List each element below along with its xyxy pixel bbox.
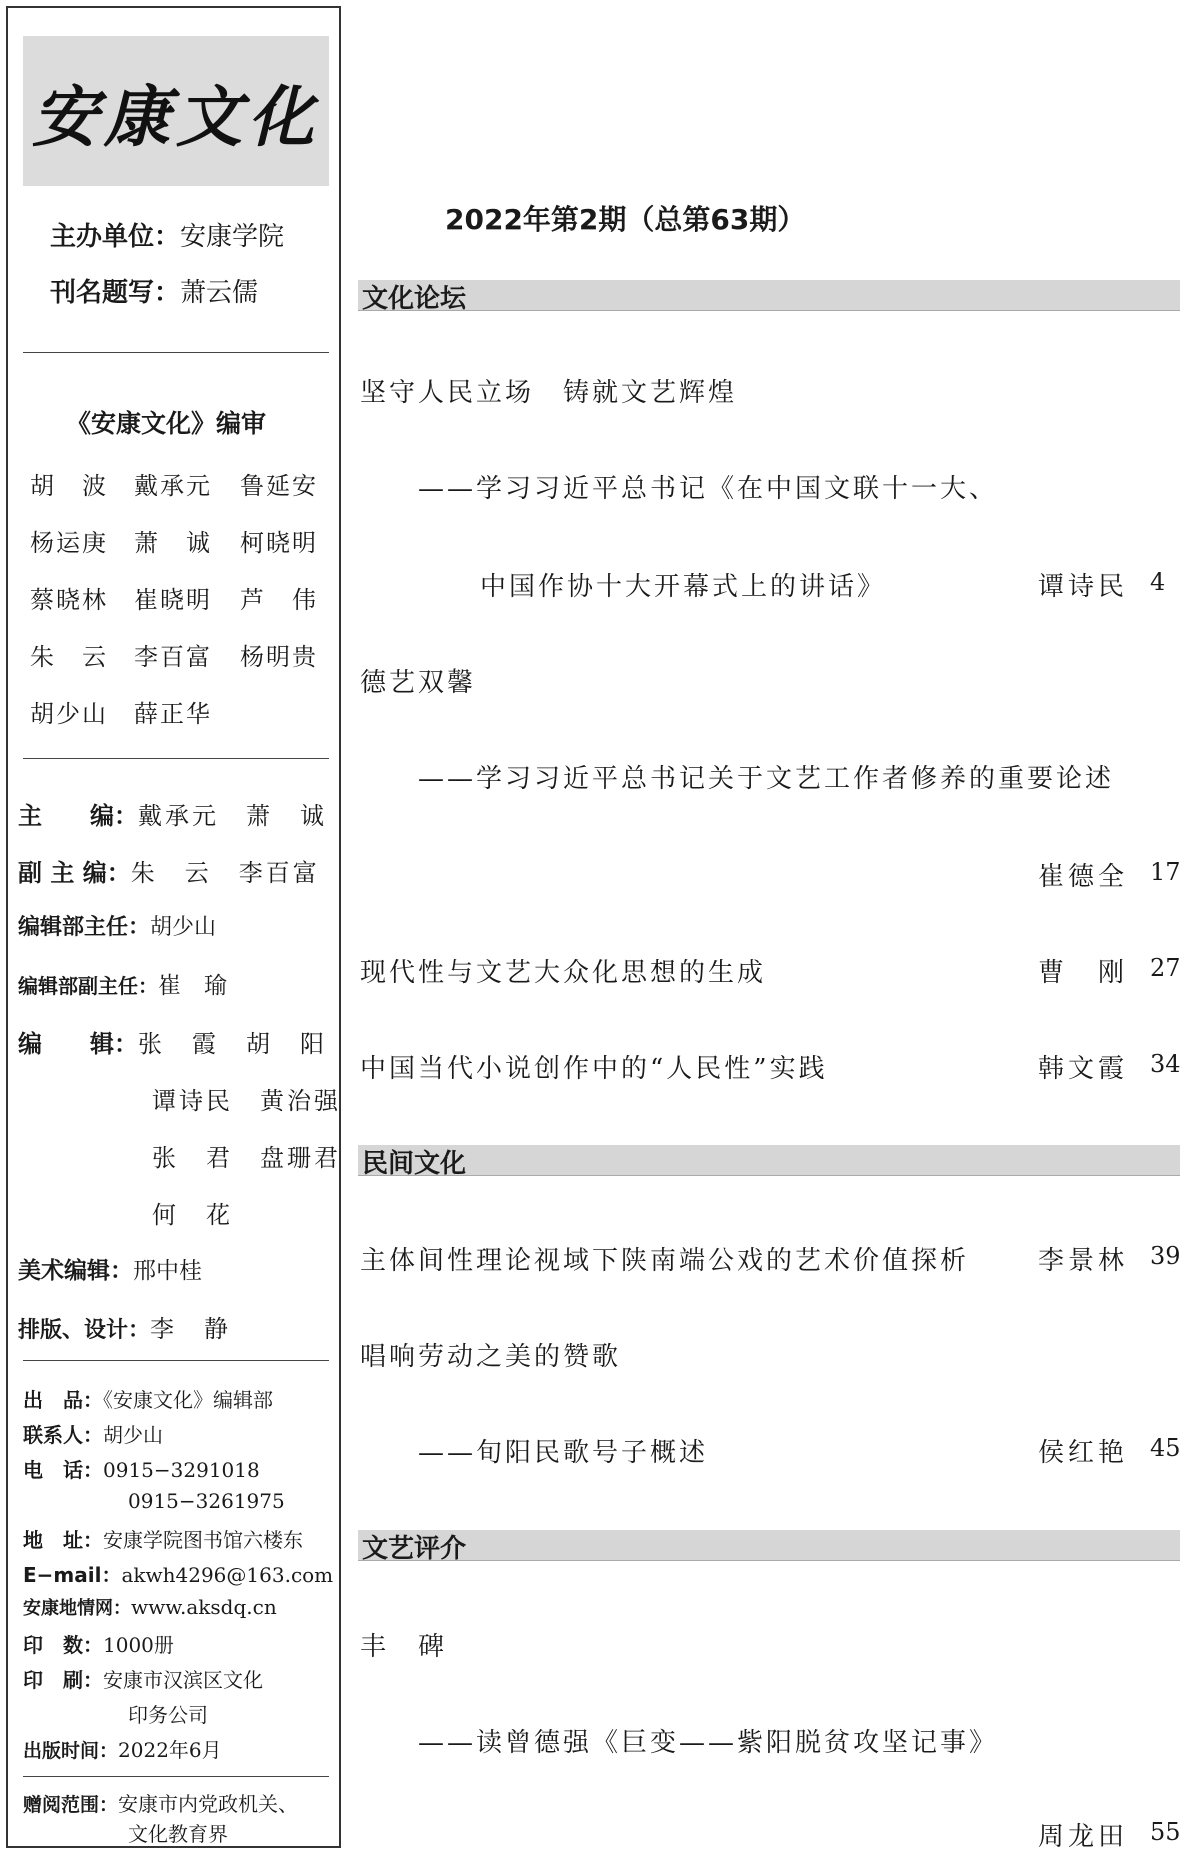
staff-value: 李 静: [150, 1315, 232, 1343]
article-title[interactable]: 唱响劳动之美的赞歌: [360, 1342, 622, 1372]
info-row: [23, 1454, 260, 1483]
board-member: 蔡晓林: [30, 586, 108, 614]
info-row: [23, 1384, 273, 1413]
staff-label: 美术编辑：: [18, 1258, 133, 1284]
info-value: 《安康文化》编辑部: [103, 1388, 273, 1412]
info-label: 电 话：: [23, 1458, 103, 1482]
masthead-sidebar: [6, 6, 341, 1848]
sponsor-label: 主办单位：: [50, 222, 181, 252]
info-row: [23, 1524, 303, 1553]
sponsor-line: [50, 216, 284, 253]
staff-row: [18, 1024, 327, 1059]
distribution-line: [23, 1788, 298, 1817]
divider: [23, 758, 329, 759]
staff-label: 编辑部副主任：: [18, 974, 158, 998]
info-value: 印务公司: [128, 1703, 208, 1727]
article-page: 45: [1150, 1434, 1181, 1462]
article-title[interactable]: 中国当代小说创作中的“人民性”实践: [360, 1054, 828, 1084]
staff-label: 主 编：: [18, 802, 138, 830]
section-title: 文艺评介: [362, 1534, 467, 1564]
staff-label: 排版、设计：: [18, 1318, 151, 1343]
article-page: 17: [1150, 858, 1181, 886]
info-value: www.aksdq.cn: [131, 1595, 277, 1619]
distribution-label: 赠阅范围：: [23, 1794, 119, 1816]
article-page: 39: [1150, 1242, 1181, 1270]
article-author: 周龙田: [1037, 1822, 1128, 1852]
board-member: 芦 伟: [240, 586, 318, 614]
board-member: 杨运庚: [30, 529, 108, 557]
staff-label: 编辑部主任：: [18, 915, 151, 940]
article-title[interactable]: 主体间性理论视域下陕南端公戏的艺术价值探析: [360, 1246, 970, 1276]
article-subtitle[interactable]: ——学习习近平总书记《在中国文联十一大、: [418, 474, 999, 504]
staff-value: 朱 云 李百富: [130, 859, 320, 887]
staff-label: 副 主 编：: [18, 859, 131, 887]
info-label: 联系人：: [23, 1423, 103, 1447]
article-subtitle[interactable]: ——旬阳民歌号子概述: [418, 1438, 709, 1468]
info-row: [23, 1419, 163, 1448]
article-author: 李景林: [1037, 1246, 1128, 1276]
board-member: 萧 诚: [134, 529, 212, 557]
board-member: 鲁延安: [240, 472, 318, 500]
article-author: 谭诗民: [1037, 572, 1128, 602]
section-header: [358, 280, 1180, 314]
staff-row: [18, 796, 327, 831]
staff-value: 张 霞 胡 阳: [138, 1030, 327, 1058]
staff-label: 编 辑：: [18, 1030, 138, 1058]
info-label: E−mail：: [23, 1563, 122, 1587]
info-row: [23, 1629, 174, 1658]
info-label: 印 刷：: [23, 1668, 103, 1692]
article-title[interactable]: 丰 碑: [360, 1632, 448, 1662]
staff-value: 胡少山: [150, 915, 217, 940]
board-member: 崔晓明: [134, 586, 212, 614]
section-title: 民间文化: [362, 1149, 467, 1179]
info-label: 出版时间：: [23, 1740, 119, 1762]
info-label: 地 址：: [23, 1528, 103, 1552]
section-header: [358, 1530, 1180, 1564]
info-value: 1000册: [103, 1633, 174, 1657]
info-label: 印 数：: [23, 1633, 103, 1657]
info-value: 2022年6月: [118, 1738, 222, 1762]
info-label: 安康地情网：: [23, 1598, 131, 1619]
calligraphy-label: 刊名题写：: [50, 278, 181, 308]
article-page: 34: [1150, 1050, 1181, 1078]
article-title[interactable]: 现代性与文艺大众化思想的生成: [360, 958, 767, 988]
logo-calligraphy: 安康文化: [32, 77, 320, 156]
staff-value: 谭诗民 黄治强: [152, 1087, 341, 1115]
staff-row: [18, 1252, 202, 1285]
article-page: 55: [1150, 1818, 1181, 1846]
article-subtitle[interactable]: ——学习习近平总书记关于文艺工作者修养的重要论述: [418, 764, 1115, 794]
info-row: [23, 1559, 333, 1588]
divider: [23, 1360, 329, 1361]
article-page: 27: [1150, 954, 1181, 982]
sponsor-value: 安康学院: [180, 222, 285, 252]
staff-row: [18, 967, 227, 1000]
info-label: 出 品：: [23, 1388, 103, 1412]
board-member: 戴承元: [134, 472, 212, 500]
board-member: 柯晓明: [240, 529, 318, 557]
staff-value: 崔 瑜: [158, 973, 227, 999]
staff-value: 张 君 盘珊君: [152, 1144, 341, 1172]
distribution-value: 安康市内党政机关、: [118, 1792, 299, 1816]
board-member: 胡 波: [30, 472, 108, 500]
article-author: 曹 刚: [1037, 958, 1128, 988]
journal-logo: [23, 36, 329, 186]
info-value: 安康市汉滨区文化: [103, 1668, 263, 1692]
staff-value: 何 花: [152, 1201, 233, 1229]
article-subtitle[interactable]: ——读曾德强《巨变——紫阳脱贫攻坚记事》: [418, 1728, 999, 1758]
divider: [23, 1776, 329, 1777]
board-member: 杨明贵: [240, 643, 318, 671]
info-value: 胡少山: [103, 1423, 163, 1447]
info-row: [23, 1664, 263, 1693]
info-value: 0915−3261975: [128, 1489, 285, 1513]
board-member: 李百富: [134, 643, 212, 671]
article-subtitle[interactable]: 中国作协十大开幕式上的讲话》: [480, 572, 887, 602]
section-header: [358, 1145, 1180, 1179]
staff-row: [18, 1309, 231, 1344]
issue-title: 2022年第2期（总第63期）: [445, 203, 806, 236]
article-page: 4: [1150, 568, 1166, 596]
section-title: 文化论坛: [362, 284, 467, 314]
info-row: [23, 1734, 222, 1763]
info-value: 0915−3291018: [103, 1458, 260, 1482]
staff-value: 邢中桂: [133, 1258, 202, 1284]
article-title[interactable]: 坚守人民立场 铸就文艺辉煌: [360, 378, 738, 408]
staff-row: [18, 910, 216, 941]
article-title[interactable]: 德艺双馨: [360, 668, 477, 698]
board-member: 胡少山: [30, 700, 108, 728]
article-author: 崔德全: [1037, 862, 1128, 892]
info-value: akwh4296@163.com: [121, 1563, 334, 1587]
info-value: 安康学院图书馆六楼东: [103, 1528, 303, 1552]
calligraphy-line: [50, 272, 258, 309]
board-member: 薛正华: [134, 700, 212, 728]
distribution-value: 文化教育界: [128, 1822, 228, 1846]
staff-row: [18, 853, 320, 888]
editorial-board-title: 《安康文化》编审: [66, 409, 267, 438]
divider: [23, 352, 329, 353]
info-row: [23, 1594, 277, 1620]
board-member: 朱 云: [30, 643, 108, 671]
calligraphy-value: 萧云儒: [180, 278, 259, 308]
staff-value: 戴承元 萧 诚: [138, 802, 327, 830]
article-author: 韩文霞: [1037, 1054, 1128, 1084]
article-author: 侯红艳: [1037, 1438, 1128, 1468]
